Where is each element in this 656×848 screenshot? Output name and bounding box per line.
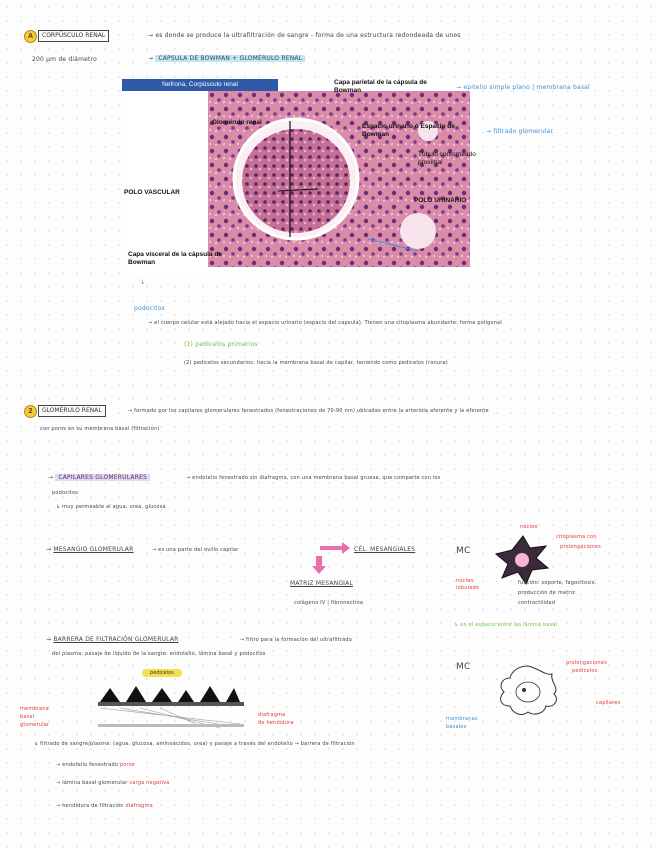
- mc-note-5: producción de matriz: [518, 590, 576, 596]
- section-title-corpusculo: CORPÚSCULO RENAL: [38, 30, 109, 42]
- barrera-line1: → filtro para la formación del ultrafiltrado: [240, 637, 353, 643]
- barrera-list-red-3: diafragma: [125, 803, 153, 809]
- side-blue-2: basales: [446, 724, 467, 730]
- mesangio-line1: → es una parte del ovillo capilar: [152, 547, 239, 553]
- label-tubulo: Túbulo contorneado proximal: [418, 151, 476, 166]
- section-number-a: A: [24, 30, 37, 43]
- barrera-list-red-1: poros: [119, 762, 135, 768]
- note-espacio: → filtrado glomerular: [486, 128, 554, 135]
- podocyte-drawing: [494, 662, 564, 720]
- glomerulo-line2: con poros en su membrana basal (filtración): [40, 426, 160, 432]
- figure-header: Nefrona, Corpúsculo renal: [122, 79, 278, 91]
- barrera-line2: del plasma: pasaje de líquido de la sangre: endotelio, lámina basal y podocitos: [52, 651, 266, 657]
- label-polo-urinario: POLO URINARIO: [414, 197, 467, 204]
- mesangial-cell-drawing: [494, 532, 552, 586]
- mc2-note-3: capilares: [596, 700, 621, 706]
- corpusculo-definition: → es donde se produce la ultrafiltración de sangre - forma de una estructura redondeada de unos: [148, 32, 461, 39]
- barrera-title: BARRERA DE FILTRACIÓN GLOMERULAR: [53, 636, 179, 643]
- barrera-left-note-2: basal: [20, 714, 35, 720]
- barrera-left-note-3: glomerular: [20, 722, 50, 728]
- glomerulo-line1: → formado por los capilares glomerulares fenestrados (fenestraciones de 70-90 nm) ubicadas entre la arteriola aferente y la eferente: [128, 408, 489, 414]
- mc-note-4: función: soporte, fagocitosis,: [518, 580, 597, 586]
- mesangio-cel: CÉL. MESANGIALES: [354, 546, 416, 553]
- capilares-title: CAPILARES GLOMERULARES: [55, 474, 150, 481]
- mesangio-arrow-icon: [318, 541, 352, 555]
- label-capa-visceral: Capa visceral de la cápsula de Bowman: [128, 251, 222, 266]
- matriz-mesangial: MATRIZ MESANGIAL: [290, 580, 353, 587]
- histology-figure: [122, 79, 482, 275]
- corpusculo-components: CÁPSULA DE BOWMAN + GLOMÉRULO RENAL: [155, 55, 305, 62]
- mc-note-2: citoplasma con: [556, 534, 597, 540]
- matriz-sub: colágeno IV | fibronectina: [294, 600, 364, 606]
- mesangio-heading: → MESANGIO GLOMERULAR: [46, 546, 134, 553]
- barrera-list-text-2: lámina basal glomerular: [62, 780, 128, 786]
- barrera-list-text-1: endotelio fenestrado: [62, 762, 119, 768]
- podocitos-arrow: ↓: [140, 279, 146, 286]
- capilares-heading: → CAPILARES GLOMERULARES: [48, 474, 150, 481]
- mc-note-3: prolongaciones: [560, 544, 601, 550]
- barrera-right-note-1: diafragma: [258, 712, 286, 718]
- section-title-glomerulo: GLOMÉRULO RENAL: [38, 405, 106, 417]
- capilares-line1: → endotelio fenestrado sin diafragma, con una membrana basal gruesa, que comparte con los: [186, 475, 441, 481]
- podocitos-label: podocitos: [134, 305, 165, 312]
- side-blue-1: membranas: [446, 716, 478, 722]
- label-espacio-urinario: Espacio urinario ó Espacio de Bowman: [362, 123, 455, 138]
- down-arrow-icon: [312, 556, 326, 574]
- barrera-list-item-3: → hendidura de filtración diafragma: [56, 803, 153, 809]
- section-number-2: 2: [24, 405, 37, 418]
- note-parietal: → epitelio simple plano | membrana basal: [456, 84, 590, 91]
- barrera-list-red-2: carga negativa: [129, 780, 170, 786]
- mesangio-title: MESANGIO GLOMERULAR: [53, 546, 134, 553]
- filtration-barrier-drawing: [60, 680, 256, 736]
- label-glomerulo: Glomérulo renal: [212, 119, 262, 126]
- mc-note-1: núcleo: [520, 524, 538, 530]
- pedicelos-tag: pedicelos: [142, 669, 182, 677]
- barrera-bottom-line: ↳ filtrado de sangre/plasma: (agua, glucosa, aminoácidos, urea) y pasaje a través del endotelio → barrera de filtración: [34, 741, 355, 747]
- label-polo-vascular: POLO VASCULAR: [124, 189, 180, 196]
- podocitos-line2: (1) pedicelos primarios: [184, 341, 258, 348]
- mc-note-6: contractilidad: [518, 600, 556, 606]
- mc2-label: MC: [456, 662, 471, 672]
- barrera-heading: → BARRERA DE FILTRACIÓN GLOMERULAR: [46, 636, 179, 643]
- podocitos-line1: → el cuerpo celular está alejado hacia el espacio urinario (espacio del capsula). Tienen una citoplasma abundante: forma poligonal: [148, 320, 502, 326]
- capilares-line3: ↳ muy permeable al agua, urea, glucosa: [56, 504, 166, 510]
- barrera-list-item-1: → endotelio fenestrado poros: [56, 762, 135, 768]
- micrograph: [208, 91, 470, 267]
- barrera-right-note-2: de hendidura: [258, 720, 294, 726]
- corpusculo-diameter: 200 µm de diámetro: [32, 56, 97, 63]
- barrera-list-item-2: → lámina basal glomerular carga negativa: [56, 780, 170, 786]
- micrograph-image: [208, 91, 470, 267]
- corpusculo-arrow: → CÁPSULA DE BOWMAN + GLOMÉRULO RENAL: [148, 55, 305, 62]
- capilares-line2: podocitos: [52, 490, 79, 496]
- barrera-list-text-3: hendidura de filtración: [62, 803, 124, 809]
- mc-green-note: ↳ en el espacio entre las lámina basal: [454, 622, 558, 628]
- barrera-left-note-1: membrana: [20, 706, 49, 712]
- mc-note-left: núcleo lobulado: [456, 578, 480, 591]
- podocitos-line3: (2) pedicelos secundarios: hacia la membrana basal de capilar, teniendo como pedicelos (ranura): [184, 360, 448, 366]
- label-capa-parietal: Capa parietal de la cápsula de Bowman: [334, 79, 427, 94]
- mc2-note-2: pedicelos: [572, 668, 598, 674]
- mc-label: MC: [456, 546, 471, 556]
- mc2-note-1: prolongaciones: [566, 660, 607, 666]
